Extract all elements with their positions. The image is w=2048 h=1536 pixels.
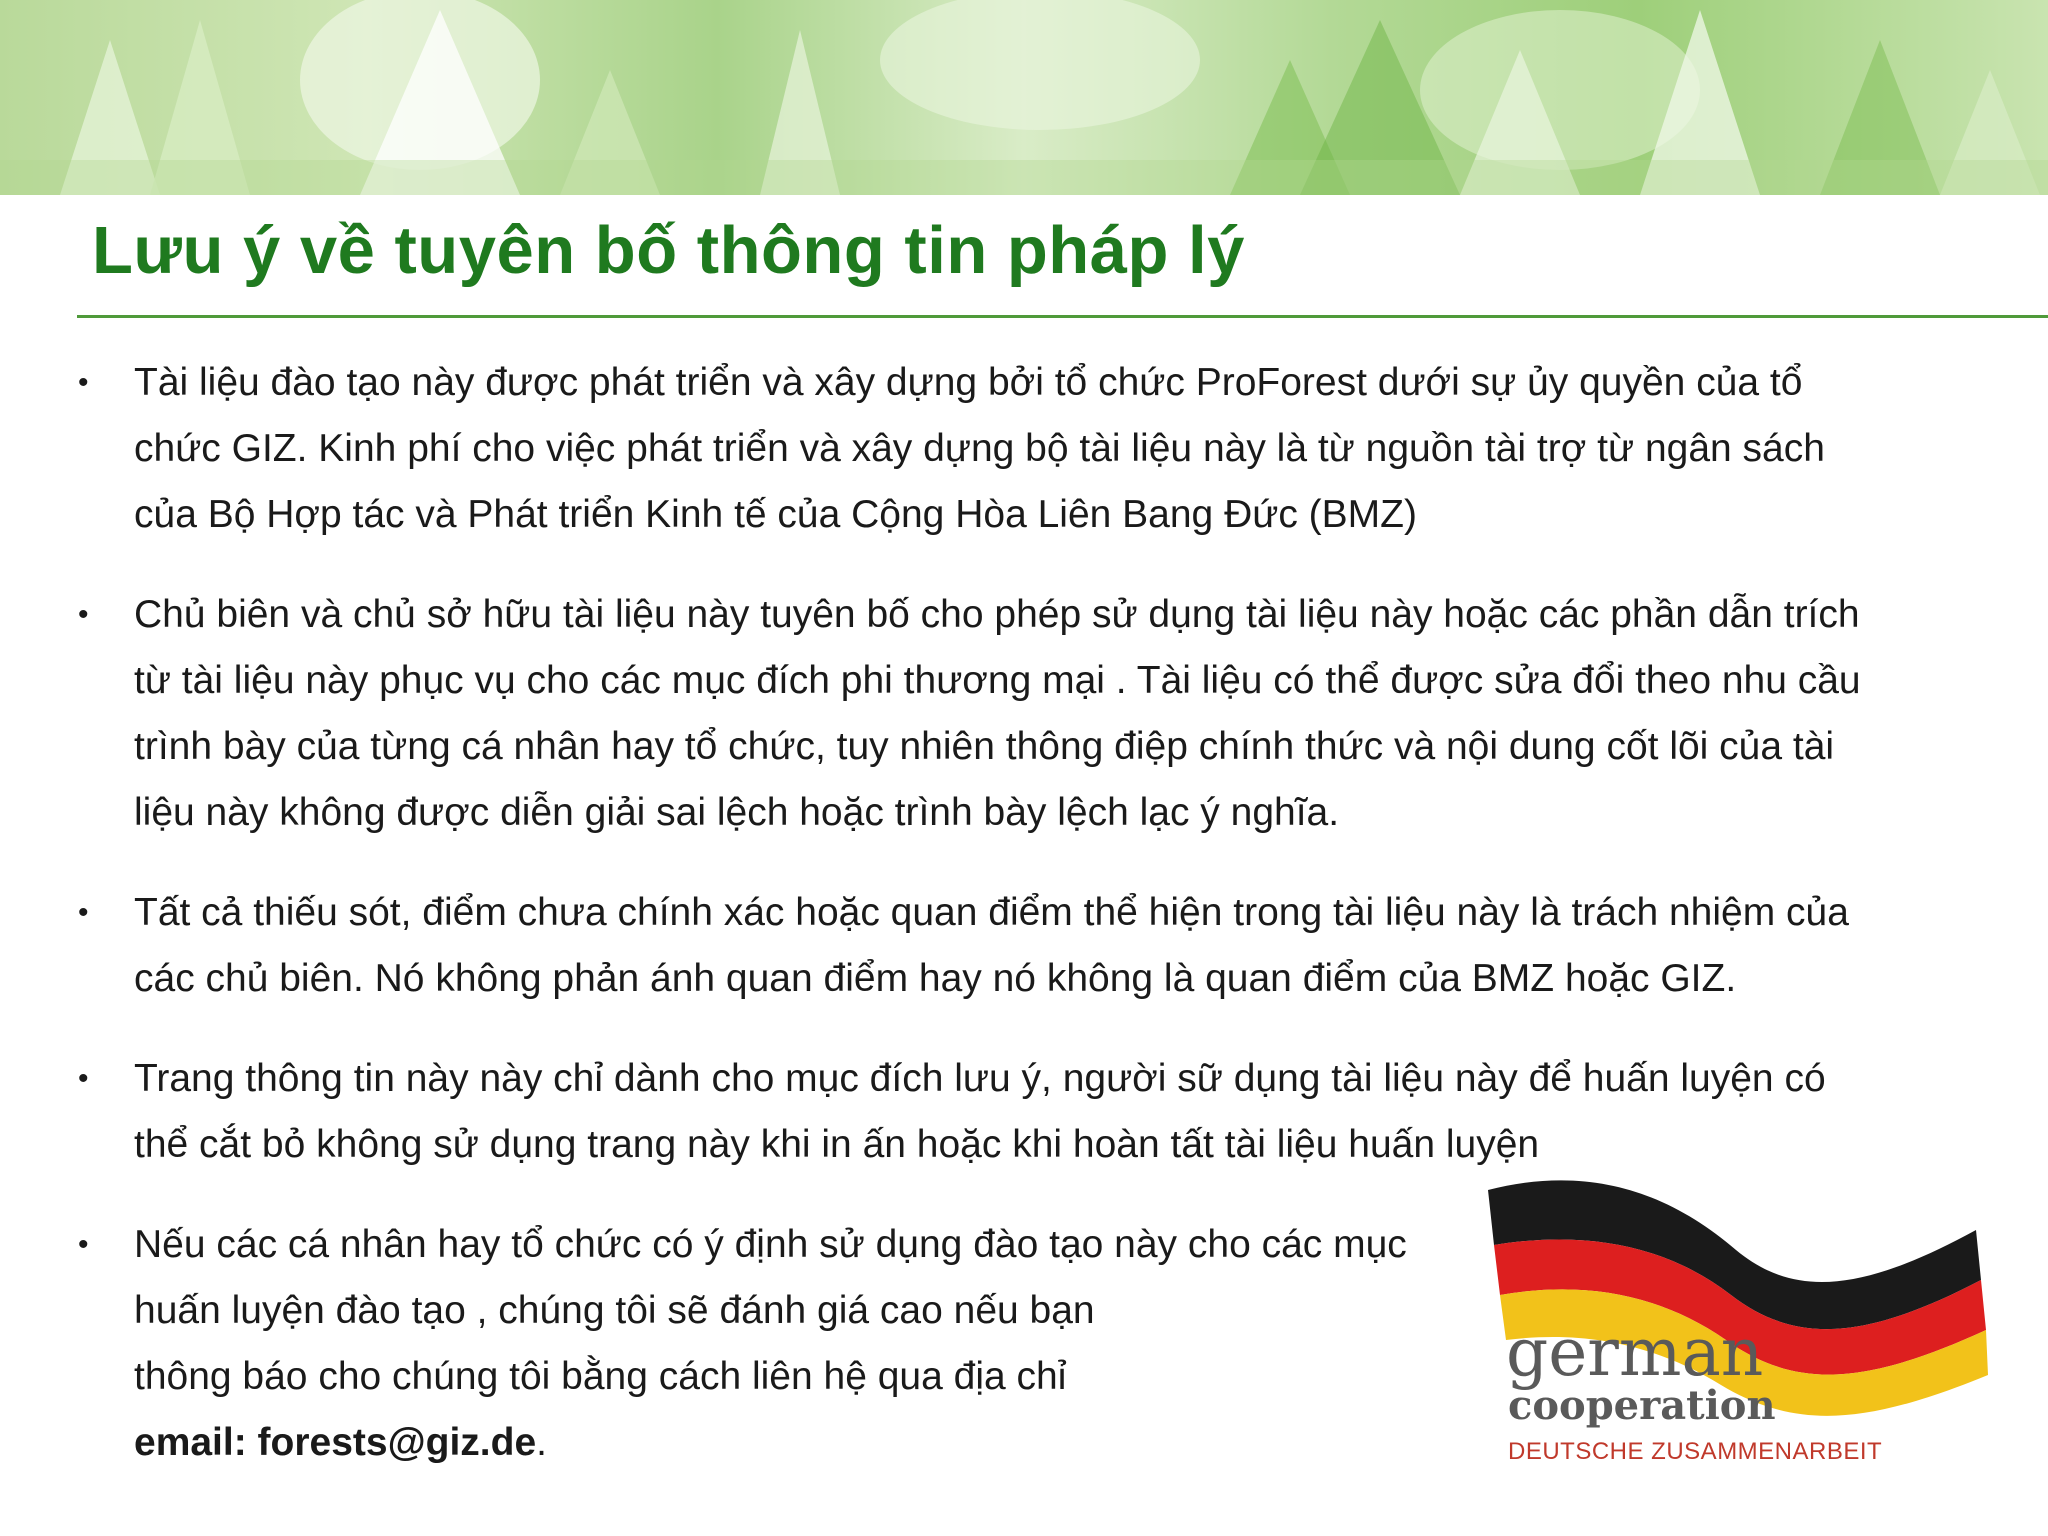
- bullet-line: từ tài liệu này phục vụ cho các mục đích phi thương mại . Tài liệu có thể được sửa đổi theo nhu cầu: [134, 659, 1861, 702]
- bullet-line: Tất cả thiếu sót, điểm chưa chính xác hoặc quan điểm thể hiện trong tài liệu này là trách nhiệm của: [134, 891, 1849, 934]
- bullet-line: huấn luyện đào tạo , chúng tôi sẽ đánh giá cao nếu bạn: [134, 1289, 1095, 1332]
- bullet-line: các chủ biên. Nó không phản ánh quan điểm hay nó không là quan điểm của BMZ hoặc GIZ.: [134, 957, 1737, 1000]
- logo-text-german: german: [1506, 1314, 1764, 1391]
- bullet-line: thể cắt bỏ không sử dụng trang này khi in ấn hoặc khi hoàn tất tài liệu huấn luyện: [134, 1123, 1540, 1166]
- bullet-line: thông báo cho chúng tôi bằng cách liên hệ qua địa chỉ: [134, 1355, 1067, 1398]
- bullet-line: Trang thông tin này này chỉ dành cho mục đích lưu ý, người sữ dụng tài liệu này để huấn luyện có: [134, 1057, 1826, 1100]
- list-item: [78, 1046, 1978, 1178]
- bullet-line: Tài liệu đào tạo này được phát triển và xây dựng bởi tổ chức ProForest dưới sự ủy quyền của tổ: [134, 361, 1803, 404]
- logo-text-cooperation: cooperation: [1508, 1382, 1776, 1429]
- bullet-dot-icon: •: [78, 1228, 89, 1261]
- bullet-line: Nếu các cá nhân hay tổ chức có ý định sử dụng đào tạo này cho các mục: [134, 1223, 1407, 1266]
- contact-email-link[interactable]: email: forests@giz.de: [134, 1421, 537, 1464]
- logo-text-deutsche: DEUTSCHE ZUSAMMENARBEIT: [1508, 1438, 1883, 1465]
- bullet-line: của Bộ Hợp tác và Phát triển Kinh tế của Cộng Hòa Liên Bang Đức (BMZ): [134, 493, 1417, 536]
- bullet-dot-icon: •: [78, 1062, 89, 1095]
- bullet-line: Chủ biên và chủ sở hữu tài liệu này tuyên bố cho phép sử dụng tài liệu này hoặc các phần dẫn trích: [134, 593, 1860, 636]
- bullet-dot-icon: •: [78, 366, 89, 399]
- german-cooperation-logo: [1466, 1170, 2006, 1470]
- bullet-line: trình bày của từng cá nhân hay tổ chức, tuy nhiên thông điệp chính thức và nội dung cốt lõi của tài: [134, 725, 1835, 768]
- forest-silhouette-image: [0, 0, 2048, 195]
- title-divider: [77, 315, 2048, 318]
- bullet-dot-icon: •: [78, 896, 89, 929]
- bullet-dot-icon: •: [78, 598, 89, 631]
- bullet-line: liệu này không được diễn giải sai lệch hoặc trình bày lệch lạc ý nghĩa.: [134, 791, 1340, 834]
- email-suffix: .: [536, 1421, 547, 1464]
- page-title: Lưu ý về tuyên bố thông tin pháp lý: [92, 213, 1245, 288]
- bullet-line: chức GIZ. Kinh phí cho việc phát triển và xây dựng bộ tài liệu này là từ nguồn tài trợ từ ngân sách: [134, 427, 1825, 470]
- list-item: [78, 582, 1978, 846]
- list-item: [78, 350, 1978, 548]
- forest-banner: [0, 0, 2048, 195]
- list-item: [78, 880, 1978, 1012]
